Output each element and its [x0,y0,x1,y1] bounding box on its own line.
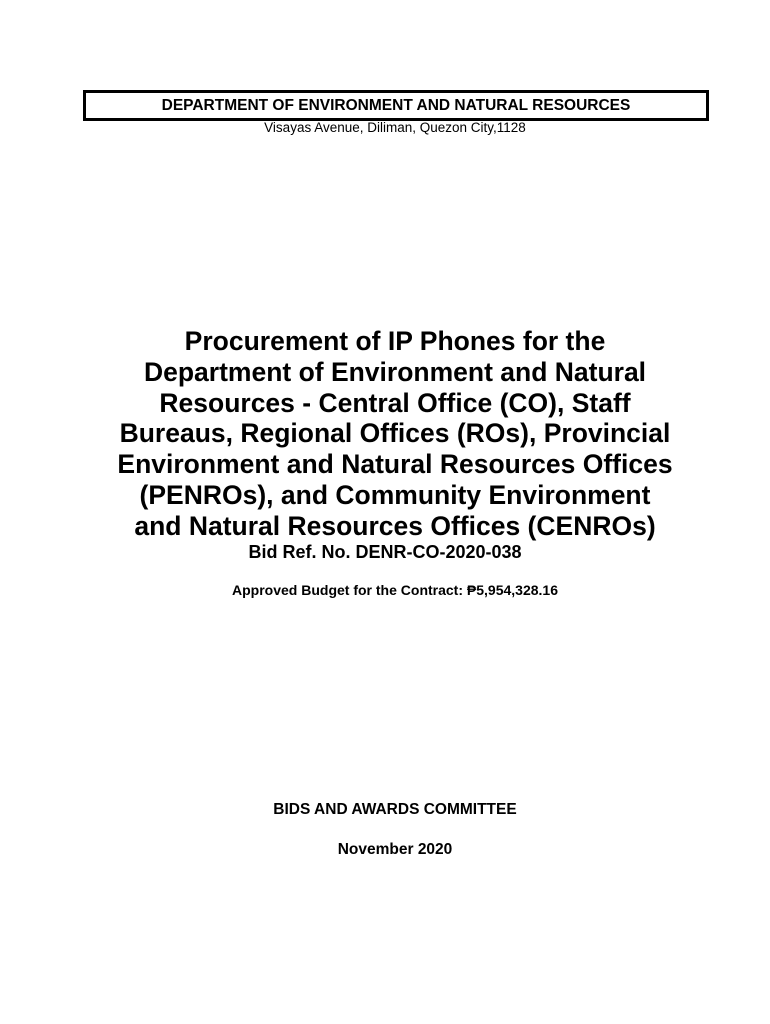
department-name: DEPARTMENT OF ENVIRONMENT AND NATURAL RESOURCES [161,97,631,114]
title-line: (PENROs), and Community Environment [139,479,651,510]
department-header-box [83,90,709,121]
title-line: and Natural Resources Offices (CENROs) [134,510,656,541]
title-line: Bureaus, Regional Offices (ROs), Provincial [119,418,671,449]
title-line: Resources - Central Office (CO), Staff [159,387,631,418]
bid-reference-number: Bid Ref. No. DENR-CO-2020-038 [248,542,522,562]
document-date: November 2020 [337,841,453,858]
approved-budget: Approved Budget for the Contract: ₱5,954,328.16 [232,582,558,598]
document-title [60,326,730,542]
title-line: Environment and Natural Resources Offices [117,449,673,480]
title-line: Procurement of IP Phones for the [184,326,606,356]
title-line: Department of Environment and Natural [143,356,647,387]
bids-and-awards-committee: BIDS AND AWARDS COMMITTEE [273,801,517,818]
department-address: Visayas Avenue, Diliman, Quezon City,1128 [264,120,526,135]
